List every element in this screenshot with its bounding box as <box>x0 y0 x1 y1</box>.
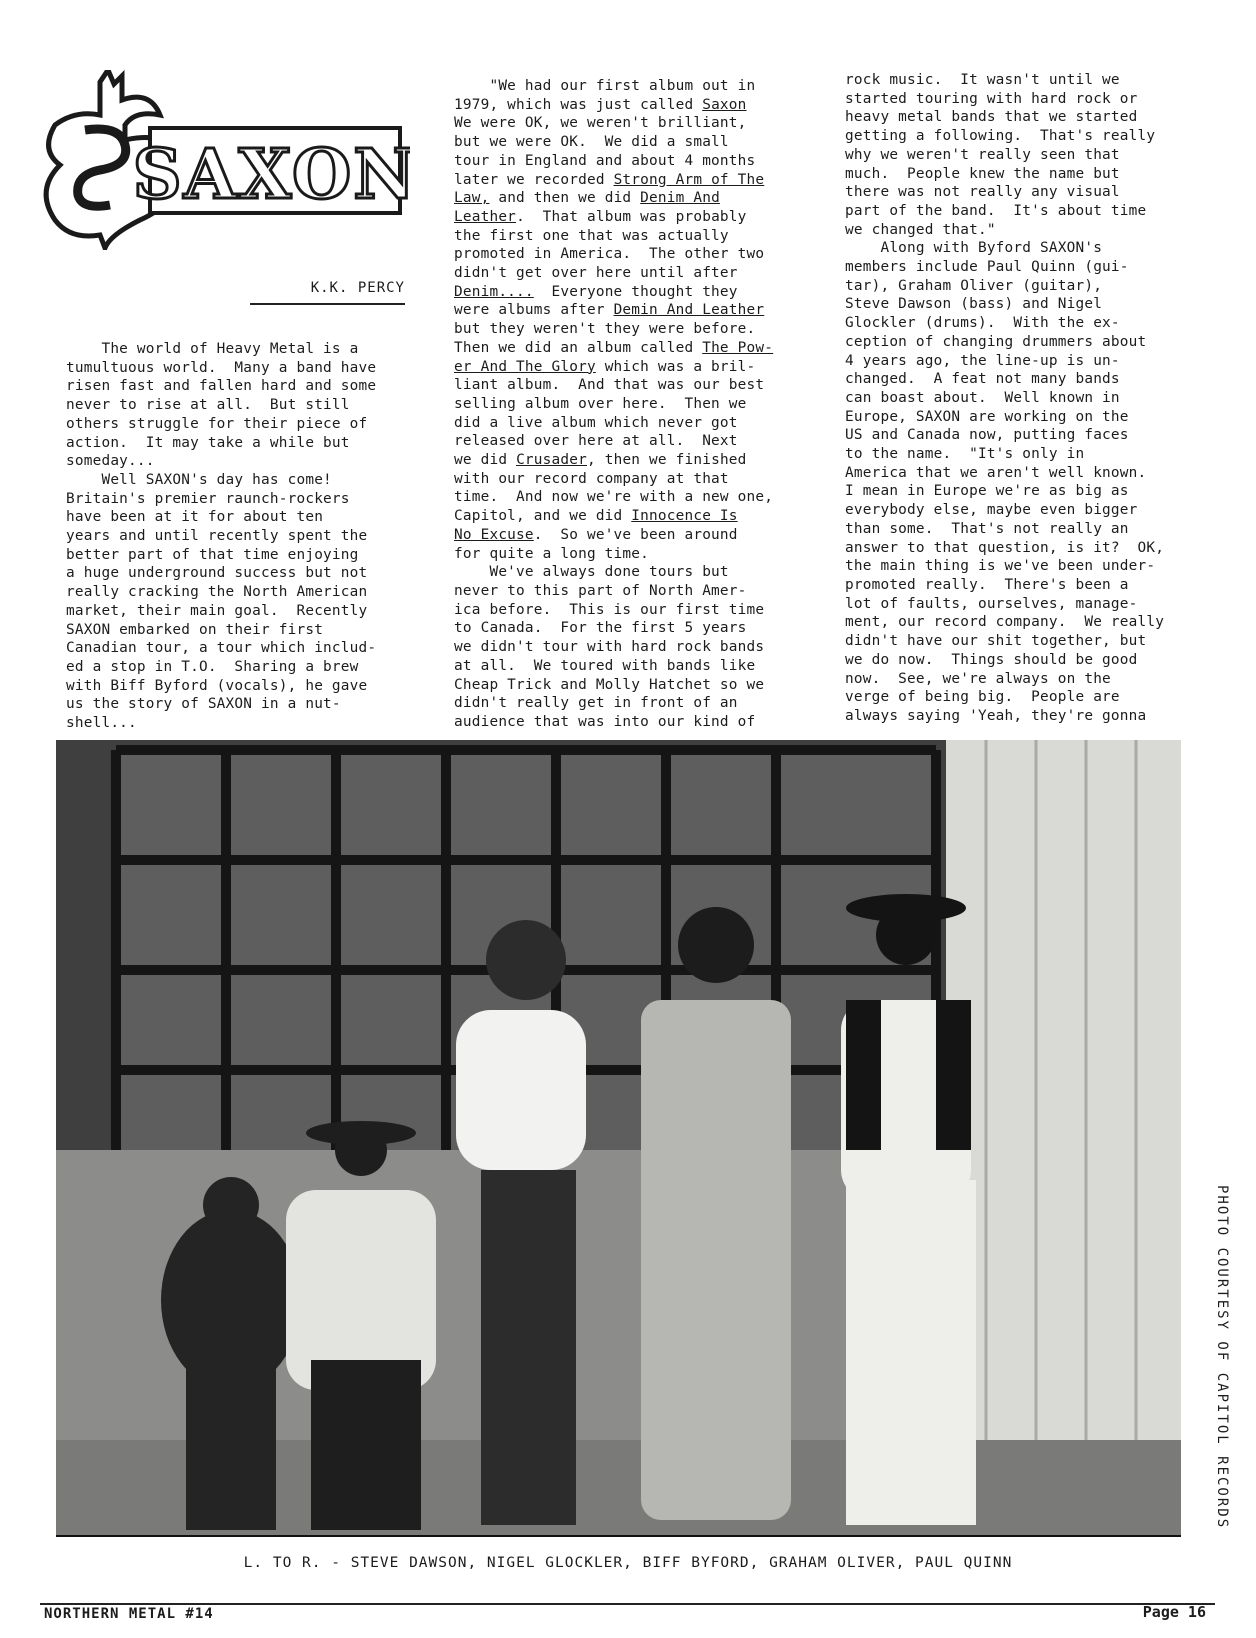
article-line: tar), Graham Oliver (guitar), <box>845 277 1103 294</box>
article-line: verge of being big. People are <box>845 689 1120 706</box>
article-line: always saying 'Yeah, they're gonna <box>845 707 1147 724</box>
article-column-3 <box>845 71 1164 726</box>
article-line: we did Crusader, then we finished <box>454 452 747 469</box>
article-line: Denim.... Everyone thought they <box>454 283 738 300</box>
article-column-1 <box>66 340 376 733</box>
photo-caption: L. TO R. - STEVE DAWSON, NIGEL GLOCKLER, BIFF BYFORD, GRAHAM OLIVER, PAUL QUINN <box>243 1555 1013 1571</box>
article-line: can boast about. Well known in <box>845 389 1120 406</box>
article-line: to Canada. For the first 5 years <box>454 620 747 637</box>
article-line: SAXON embarked on their first <box>66 621 324 638</box>
article-line: for quite a long time. <box>454 545 650 562</box>
article-line: but they weren't they were before. <box>454 321 756 338</box>
article-line: part of the band. It's about time <box>845 202 1147 219</box>
article-line: everybody else, maybe even bigger <box>845 502 1138 519</box>
article-line: than some. That's not really an <box>845 520 1129 537</box>
article-line: Glockler (drums). With the ex- <box>845 315 1120 332</box>
article-line: to the name. "It's only in <box>845 446 1085 463</box>
article-line: Steve Dawson (bass) and Nigel <box>845 296 1103 313</box>
article-line: better part of that time enjoying <box>66 546 359 563</box>
article-line: never to this part of North Amer- <box>454 582 747 599</box>
article-line: others struggle for their piece of <box>66 415 368 432</box>
article-line: Well SAXON's day has come! <box>66 471 332 488</box>
article-line: never to rise at all. But still <box>66 397 350 414</box>
article-column-2 <box>454 77 773 732</box>
article-line: Canadian tour, a tour which includ- <box>66 640 377 657</box>
article-line: promoted in America. The other two <box>454 246 765 263</box>
publication-title: NORTHERN METAL #14 <box>44 1606 214 1622</box>
article-line: Cheap Trick and Molly Hatchet so we <box>454 676 765 693</box>
article-line: with our record company at that <box>454 470 729 487</box>
article-line: We've always done tours but <box>454 564 729 581</box>
article-line: have been at it for about ten <box>66 509 324 526</box>
article-line: "We had our first album out in <box>454 78 756 94</box>
article-line: We were OK, we weren't brilliant, <box>454 115 747 132</box>
article-line: ment, our record company. We really <box>845 614 1165 631</box>
article-line: tour in England and about 4 months <box>454 152 756 169</box>
article-line: The world of Heavy Metal is a <box>66 341 359 357</box>
article-line: didn't have our shit together, but <box>845 633 1147 650</box>
article-line: liant album. And that was our best <box>454 377 765 394</box>
article-line: No Excuse. So we've been around <box>454 526 738 543</box>
article-line: now. See, we're always on the <box>845 670 1111 687</box>
saxon-logo <box>30 70 410 250</box>
article-line: Along with Byford SAXON's <box>845 240 1103 257</box>
article-line: Law, and then we did Denim And <box>454 190 720 207</box>
article-line: were albums after Demin And Leather <box>454 302 765 319</box>
page-number: Page 16 <box>1142 1603 1206 1621</box>
article-line: shell... <box>66 715 137 732</box>
article-line: the main thing is we've been under- <box>845 558 1156 575</box>
article-line: answer to that question, is it? OK, <box>845 539 1165 556</box>
article-line: Capitol, and we did Innocence Is <box>454 508 738 525</box>
article-line: Europe, SAXON are working on the <box>845 408 1129 425</box>
article-line: heavy metal bands that we started <box>845 109 1138 126</box>
article-line: lot of faults, ourselves, manage- <box>845 595 1138 612</box>
article-line: we changed that." <box>845 221 996 238</box>
band-photo-illustration <box>56 740 1181 1535</box>
article-line: er And The Glory which was a bril- <box>454 358 756 375</box>
article-line: Then we did an album called The Pow- <box>454 339 774 356</box>
article-line: ica before. This is our first time <box>454 601 765 618</box>
byline: K.K. PERCY <box>310 280 405 296</box>
article-line: us the story of SAXON in a nut- <box>66 696 341 713</box>
article-line: members include Paul Quinn (gui- <box>845 259 1129 276</box>
article-line: later we recorded Strong Arm of The <box>454 171 765 188</box>
article-line: really cracking the North American <box>66 584 368 601</box>
photo-credit: PHOTO COURTESY OF CAPITOL RECORDS <box>1214 1185 1230 1530</box>
footer-rule <box>40 1603 1215 1605</box>
article-line: Britain's premier raunch-rockers <box>66 490 350 507</box>
logo-text: SAXON <box>132 135 410 215</box>
article-line: the first one that was actually <box>454 227 729 244</box>
article-line: there was not really any visual <box>845 184 1120 201</box>
byline-rule <box>250 303 405 305</box>
article-line: rock music. It wasn't until we <box>845 72 1120 88</box>
article-line: released over here at all. Next <box>454 433 738 450</box>
article-line: why we weren't really seen that <box>845 146 1120 163</box>
article-line: but we were OK. We did a small <box>454 134 729 151</box>
article-line: years and until recently spent the <box>66 528 368 545</box>
article-line: 1979, which was just called Saxon <box>454 96 747 113</box>
article-line: time. And now we're with a new one, <box>454 489 774 506</box>
article-line: a huge underground success but not <box>66 565 368 582</box>
saxon-logo-graphic <box>30 70 410 250</box>
article-line: didn't get over here until after <box>454 265 738 282</box>
article-line: market, their main goal. Recently <box>66 602 368 619</box>
article-line: audience that was into our kind of <box>454 713 756 730</box>
article-line: started touring with hard rock or <box>845 90 1138 107</box>
article-line: someday... <box>66 453 155 470</box>
article-line: we didn't tour with hard rock bands <box>454 639 765 656</box>
article-line: promoted really. There's been a <box>845 576 1129 593</box>
article-line: changed. A feat not many bands <box>845 371 1120 388</box>
article-line: I mean in Europe we're as big as <box>845 483 1129 500</box>
article-line: at all. We toured with bands like <box>454 657 756 674</box>
article-line: Leather. That album was probably <box>454 208 747 225</box>
article-line: 4 years ago, the line-up is un- <box>845 352 1120 369</box>
article-line: much. People knew the name but <box>845 165 1120 182</box>
article-line: ception of changing drummers about <box>845 333 1147 350</box>
article-line: did a live album which never got <box>454 414 738 431</box>
article-line: America that we aren't well known. <box>845 464 1147 481</box>
article-line: with Biff Byford (vocals), he gave <box>66 677 368 694</box>
article-line: tumultuous world. Many a band have <box>66 359 377 376</box>
article-line: US and Canada now, putting faces <box>845 427 1129 444</box>
article-line: getting a following. That's really <box>845 128 1156 145</box>
article-line: ed a stop in T.O. Sharing a brew <box>66 658 359 675</box>
article-line: action. It may take a while but <box>66 434 350 451</box>
article-line: risen fast and fallen hard and some <box>66 378 377 395</box>
article-line: we do now. Things should be good <box>845 651 1138 668</box>
article-line: didn't really get in front of an <box>454 695 738 712</box>
article-line: selling album over here. Then we <box>454 395 747 412</box>
band-photo <box>56 740 1181 1537</box>
